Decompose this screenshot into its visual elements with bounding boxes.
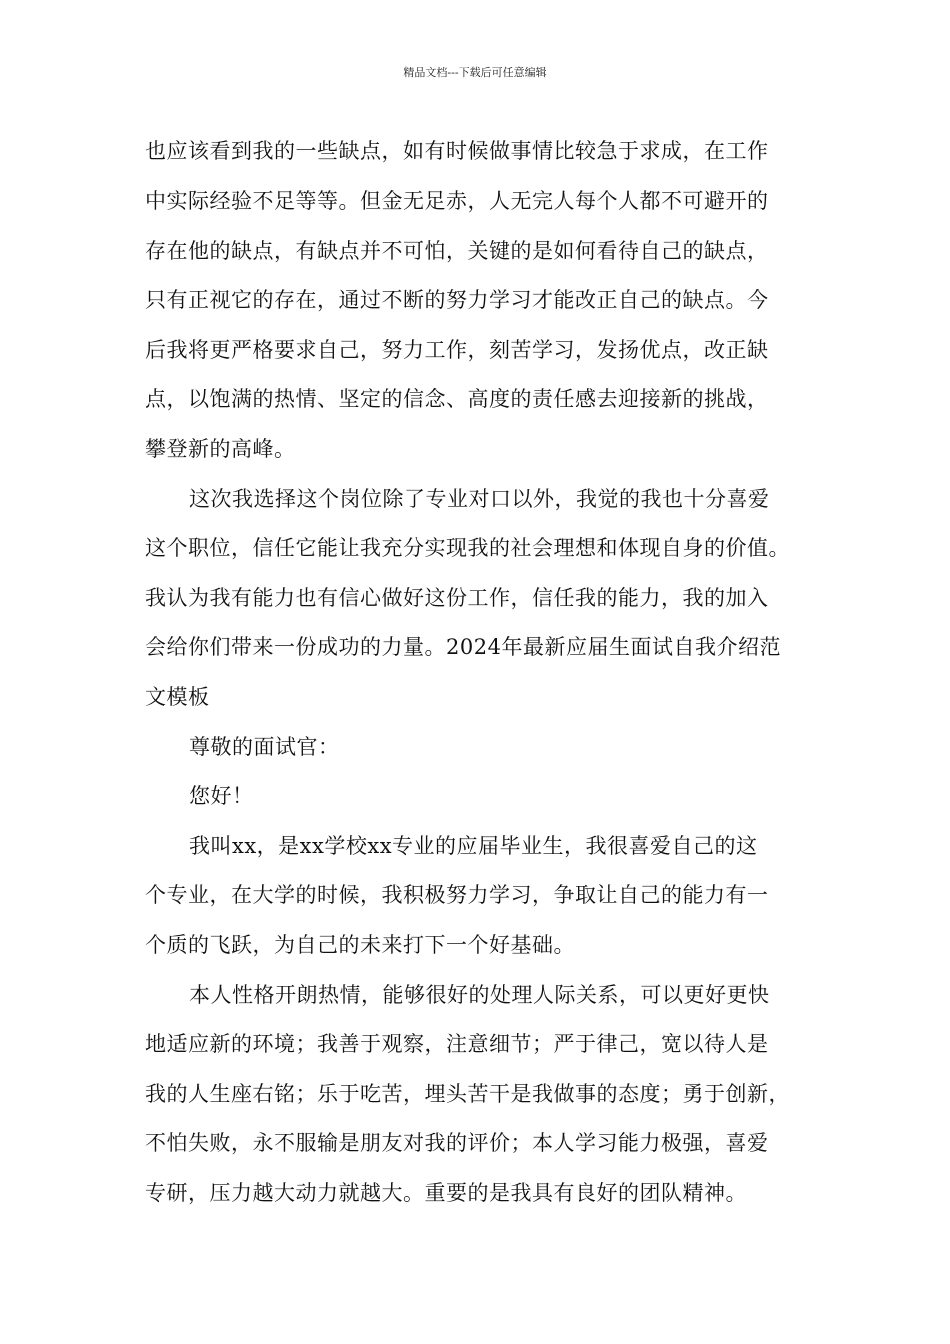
text-line: 不怕失败，永不服输是朋友对我的评价；本人学习能力极强，喜爱 — [145, 1131, 769, 1155]
text-line: 地适应新的环境；我善于观察，注意细节；严于律己，宽以待人是 — [145, 1032, 769, 1056]
text-line: 也应该看到我的一些缺点，如有时候做事情比较急于求成，在工作 — [145, 139, 769, 163]
text-line: 专研，压力越大动力就越大。重要的是我具有良好的团队精神。 — [145, 1181, 747, 1205]
text-line: 我的人生座右铭；乐于吃苦，埋头苦干是我做事的态度；勇于创新， — [145, 1082, 790, 1106]
text-line: 只有正视它的存在，通过不断的努力学习才能改正自己的缺点。今 — [145, 288, 769, 312]
greeting: 您好！ — [189, 784, 254, 808]
text-line: 个质的飞跃，为自己的未来打下一个好基础。 — [145, 933, 575, 957]
text-line: 这次我选择这个岗位除了专业对口以外，我觉的我也十分喜爱 — [189, 487, 770, 511]
text-line: 存在他的缺点，有缺点并不可怕，关键的是如何看待自己的缺点， — [145, 239, 769, 263]
text-line: 我叫xx，是xx学校xx专业的应届毕业生，我很喜爱自己的这 — [189, 834, 758, 858]
text-line: 这个职位，信任它能让我充分实现我的社会理想和体现自身的价值。 — [145, 536, 790, 560]
text-line: 本人性格开朗热情，能够很好的处理人际关系，可以更好更快 — [189, 983, 770, 1007]
text-line: 攀登新的高峰。 — [145, 437, 296, 461]
text-line: 我认为我有能力也有信心做好这份工作，信任我的能力，我的加入 — [145, 586, 769, 610]
page-header: 精品文档---下载后可任意编辑 — [403, 66, 547, 79]
text-line: 个专业，在大学的时候，我积极努力学习，争取让自己的能力有一 — [145, 883, 769, 907]
text-line: 后我将更严格要求自己，努力工作，刻苦学习，发扬优点，改正缺 — [145, 338, 769, 362]
text-line: 会给你们带来一份成功的力量。2024年最新应届生面试自我介绍范 — [145, 635, 781, 659]
salutation: 尊敬的面试官： — [189, 735, 340, 759]
text-line: 中实际经验不足等等。但金无足赤，人无完人每个人都不可避开的 — [145, 189, 769, 213]
text-line: 文模板 — [145, 685, 210, 709]
text-line: 点，以饱满的热情、坚定的信念、高度的责任感去迎接新的挑战， — [145, 387, 769, 411]
